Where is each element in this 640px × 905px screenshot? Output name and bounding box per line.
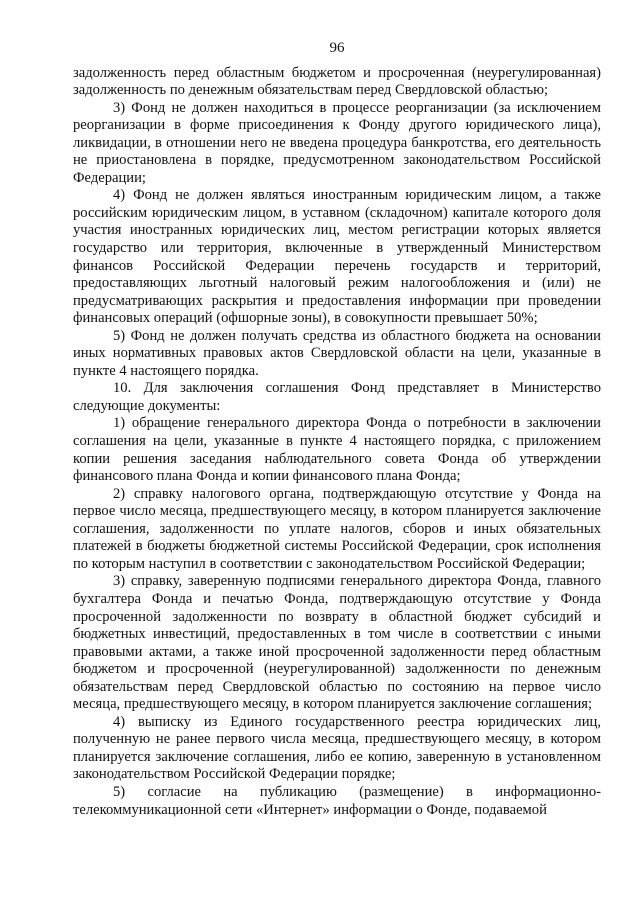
paragraph-continuation: задолженность перед областным бюджетом и просроченная (неурегулированная) задолженность по денежным обязательствам перед Свердловской областью; <box>73 64 601 99</box>
page-number: 96 <box>329 40 345 56</box>
paragraph-item-3: 3) Фонд не должен находиться в процессе реорганизации (за исключением реорганизации в форме присоединения к Фонду другого юридического лица), ликвидации, в отношении него не введена процедура банкротства, его деятельность не приостановлена в порядке, предусмотренном законодательством Российской Федерации; <box>73 99 601 186</box>
paragraph-doc-2: 2) справку налогового органа, подтверждающую отсутствие у Фонда на первое число месяца, предшествующего месяцу, в котором планируется заключение соглашения, задолженности по уплате налогов, сборов и иных обязательных платежей в бюджеты бюджетной системы Российской Федерации, срок исполнения по которым наступил в соответствии с законодательством Российской Федерации; <box>73 485 601 572</box>
paragraph-item-5: 5) Фонд не должен получать средства из областного бюджета на основании иных нормативных правовых актов Свердловской области на цели, указанные в пункте 4 настоящего порядка. <box>73 327 601 379</box>
paragraph-item-4: 4) Фонд не должен являться иностранным юридическим лицом, а также российским юридическим лицом, в уставном (складочном) капитале которого доля участия иностранных юридических лиц, местом регистрации которых является государство или территория, включенные в утвержденный Министерством финансов Российской Федерации перечень государств и территорий, предоставляющих льготный налоговый режим налогообложения и (или) не предусматривающих раскрытия и предоставления информации при проведении финансовых операций (офшорные зоны), в совокупности превышает 50%; <box>73 187 601 327</box>
document-page <box>73 40 601 819</box>
paragraph-doc-4: 4) выписку из Единого государственного реестра юридических лиц, полученную не ранее первого числа месяца, предшествующего месяцу, в котором планируется заключение соглашения, либо ее копию, заверенную в установленном законодательством Российской Федерации порядке; <box>73 713 601 783</box>
paragraph-section-10: 10. Для заключения соглашения Фонд представляет в Министерство следующие документы: <box>73 380 601 414</box>
paragraph-doc-1: 1) обращение генерального директора Фонда о потребности в заключении соглашения на цели, указанные в пункте 4 настоящего порядка, с приложением копии решения заседания наблюдательного совета Фонда об утверждении финансового плана Фонда и копии финансового плана Фонда; <box>73 415 601 485</box>
paragraph-doc-5: 5) согласие на публикацию (размещение) в информационно-телекоммуникационной сети «Интернет» информации о Фонде, подаваемой <box>73 783 601 818</box>
paragraph-doc-3: 3) справку, заверенную подписями генерального директора Фонда, главного бухгалтера Фонда и печатью Фонда, подтверждающую отсутствие у Фонда просроченной задолженности по возврату в областной бюджет субсидий и бюджетных инвестиций, предоставленных в том числе в соответствии с иными правовыми актами, а также иной просроченной задолженности перед областным бюджетом и просроченной (неурегулированной) задолженности по денежным обязательствам перед Свердловской областью по состоянию на первое число месяца, предшествующего месяцу, в котором планируется заключение соглашения; <box>73 573 601 713</box>
